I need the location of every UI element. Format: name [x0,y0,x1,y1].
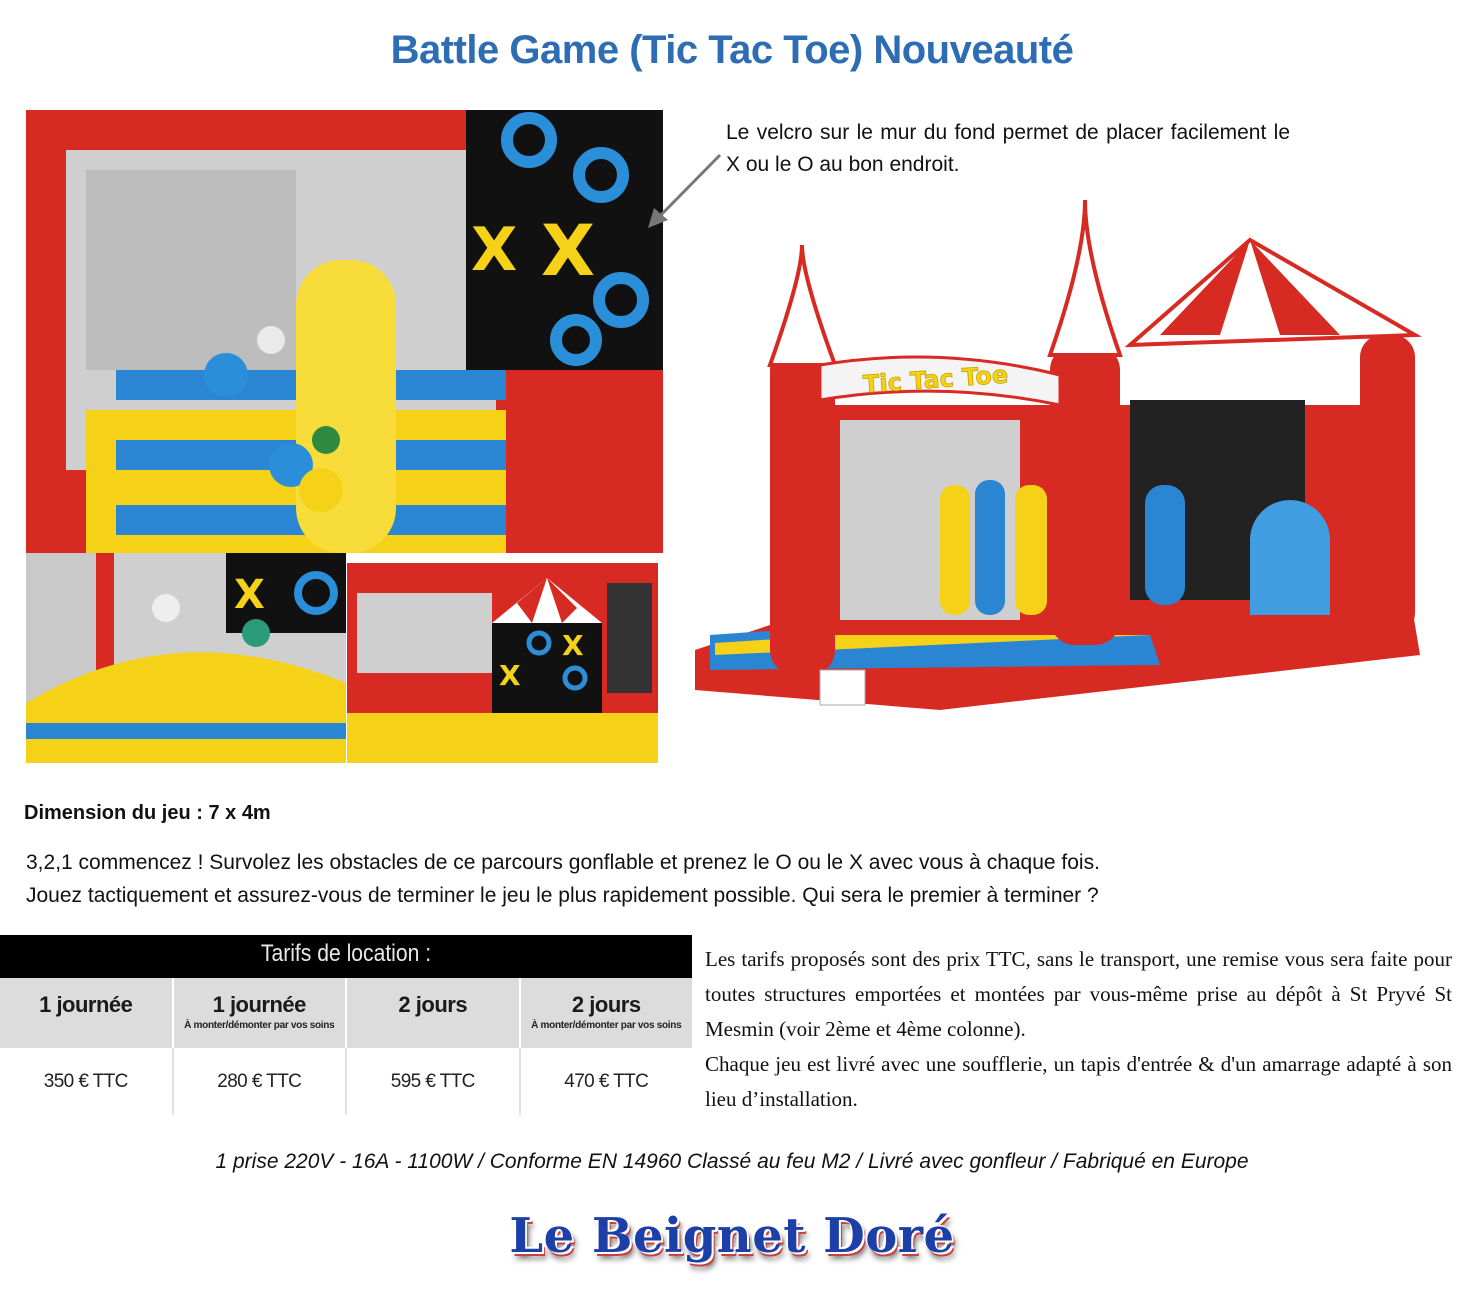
price-column-header [0,978,174,1048]
svg-text:X: X [471,215,518,285]
photo-players [26,553,346,763]
price-column-header [347,978,521,1048]
price-value: 280 € TTC [174,1048,348,1115]
svg-text:X: X [541,210,595,292]
velcro-note: Le velcro sur le mur du fond permet de placer facilement le X ou le O au bon endroit. [726,121,1290,176]
conditions-paragraph-1: Les tarifs proposés sont des prix TTC, sans le transport, une remise vous sera faite pour toutes structures emportées et montées par vous-même prise au dépôt à St Pryvé St Mesmin (voir 2ème et 4ème colonne). [705,947,1452,1041]
price-column-sublabel: À monter/démonter par vos soins [184,1020,335,1031]
price-table [0,935,692,1115]
price-value: 470 € TTC [564,1071,649,1092]
rental-conditions [705,942,1452,1117]
svg-text:X: X [562,629,584,662]
price-column-label: 2 jours [398,992,468,1017]
brand-logo: Le Beignet Doré [509,1208,955,1264]
price-column-header [174,978,348,1048]
price-value: 595 € TTC [347,1048,521,1115]
price-column-sublabel: À monter/démonter par vos soins [531,1020,682,1031]
photo-top-view [26,110,663,553]
price-value: 350 € TTC [0,1048,174,1115]
price-column-label: 2 jours [571,992,641,1017]
photo-wall-view [347,563,658,763]
price-column-label: 1 journée [39,992,133,1017]
price-column-header [521,978,693,1048]
svg-text:X: X [499,659,521,692]
technical-specs: 1 prise 220V - 16A - 1100W / Conforme EN 14960 Classé au feu M2 / Livré avec gonfleur / Fabriqué en Europe [215,1150,1249,1173]
description-line-1: 3,2,1 commencez ! Survolez les obstacles de ce parcours gonflable et prenez le O ou le X avec vous à chaque fois. [26,851,1100,874]
description-line-2: Jouez tactiquement et assurez-vous de terminer le jeu le plus rapidement possible. Qui sera le premier à terminer ? [26,884,1099,907]
price-table-heading: Tarifs de location : [42,935,651,978]
price-column-label: 1 journée [212,992,306,1017]
dimension-label: Dimension du jeu : 7 x 4m [24,802,271,824]
svg-text:X: X [234,572,265,618]
description [26,846,1446,912]
page-title: Battle Game (Tic Tac Toe) Nouveauté [390,28,1074,72]
product-banner-text: Tic Tac Toe [862,360,1009,399]
conditions-paragraph-2: Chaque jeu est livré avec une soufflerie, un tapis d'entrée & d'un amarrage adapté à son lieu d’installation. [705,1052,1452,1111]
photo-product [690,195,1430,715]
